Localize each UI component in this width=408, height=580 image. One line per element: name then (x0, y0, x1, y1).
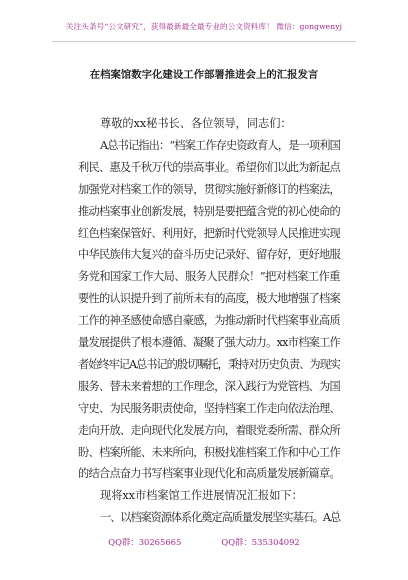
body-line: 工作的神圣感使命感自豪感，为推动新时代档案事业高质 (78, 314, 340, 327)
body-line: 走向开放、走向现代化发展方向，着眼党委所需、群众所 (78, 424, 340, 437)
document-title: 在档案馆数字化建设工作部署推进会上的汇报发言 (89, 69, 319, 81)
body-line: 推动档案事业创新发展，特别是要把蕴含党的初心使命的 (78, 205, 340, 218)
footer-qq-group-1: QQ群：30265665 (108, 537, 182, 547)
body-line: 务党和国家工作大局、服务人民群众！”把对档案工作重 (78, 270, 340, 283)
body-line: 服务、替未来着想的工作理念，深入践行为党管档、为国 (78, 380, 340, 393)
footer-qq-group-2: QQ群：535304092 (221, 537, 300, 547)
header-divider (52, 41, 356, 42)
header-banner: 关注头条号“公文研究”，获得最新最全最专业的公文资料库！ 微信：gongwenyj (65, 22, 343, 31)
body-line: 利民、惠及千秋万代的崇高事业。希望你们以此为新起点 (78, 161, 340, 174)
body-line: 的结合点奋力书写档案事业现代化和高质量发展新篇章。 (78, 467, 340, 480)
salutation-line: 尊敬的xx秘书长、各位领导，同志们： (100, 117, 292, 130)
body-line: 守史、为民服务职责使命，坚持档案工作走向依法治理、 (78, 402, 340, 415)
section-heading-line: 一、以档案资源体系化奠定高质量发展坚实基石。A总 (100, 511, 340, 524)
body-line: 红色档案保管好、利用好，把新时代党领导人民推进实现 (78, 227, 340, 240)
body-line: 要性的认识提升到了前所未有的高度，极大地增强了档案 (78, 292, 340, 305)
body-line: 中华民族伟大复兴的奋斗历史记录好、留存好，更好地服 (78, 248, 340, 261)
body-line: 加强党对档案工作的领导，贯彻实施好新修订的档案法， (78, 183, 340, 196)
footer-contacts (0, 536, 408, 548)
body-line: 量发展提供了根本遵循、凝聚了强大动力。xx市档案工作 (78, 336, 340, 349)
body-line: A总书记指出：“档案工作存史资政育人，是一项利国 (100, 139, 340, 152)
body-line: 者始终牢记A总书记的殷切嘱托，秉持对历史负责、为现实 (78, 358, 340, 371)
body-line: 现将xx市档案馆工作进展情况汇报如下： (100, 489, 303, 502)
body-line: 盼、档案所能、未来所向，积极找准档案工作和中心工作 (78, 446, 340, 459)
